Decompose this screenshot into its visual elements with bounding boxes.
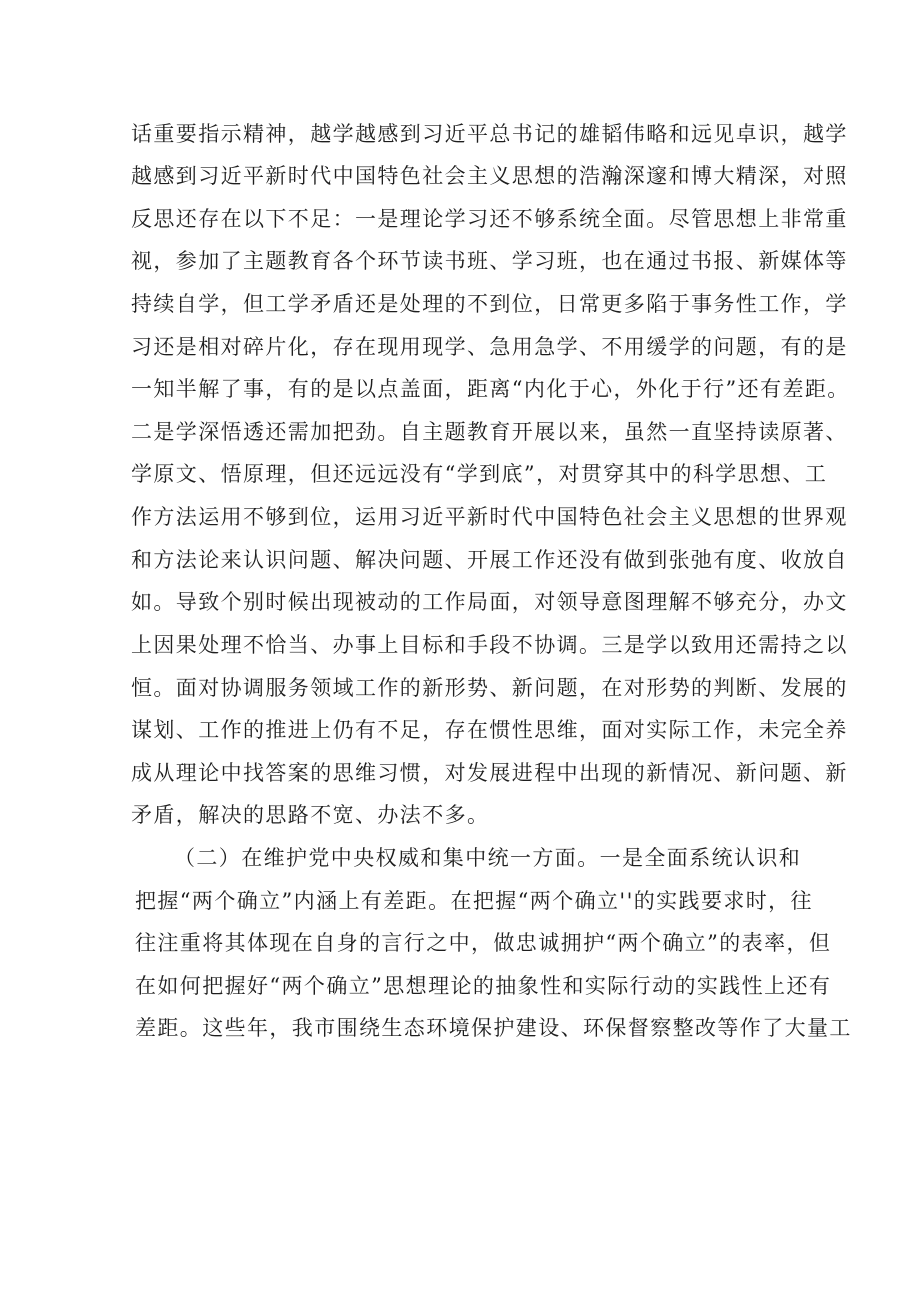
paragraph-1-line: 越感到习近平新时代中国特色社会主义思想的浩瀚深邃和博大精深，对照 [131,164,848,188]
paragraph-1-line: 上因果处理不恰当、办事上目标和手段不协调。三是学以致用还需持之以 [131,633,848,657]
paragraph-1-line: 和方法论来认识问题、解决问题、开展工作还没有做到张弛有度、收放自 [131,548,848,572]
paragraph-1-line: 一知半解了事，有的是以点盖面，距离“内化于心，外化于行”还有差距。 [131,377,850,401]
paragraph-1-line: 视，参加了主题教育各个环节读书班、学习班，也在通过书报、新媒体等 [131,249,848,273]
paragraph-1-line: 矛盾，解决的思路不宽、办法不多。 [131,803,490,827]
paragraph-1-line: 成从理论中找答案的思维习惯，对发展进程中出现的新情况、新问题、新 [131,761,848,785]
paragraph-1-line: 二是学深悟透还需加把劲。自主题教育开展以来，虽然一直坚持读原著、 [131,420,848,444]
paragraph-1-line: 反思还存在以下不足：一是理论学习还不够系统全面。尽管思想上非常重 [131,207,848,231]
paragraph-1-line: 学原文、悟原理，但还远远没有“学到底”，对贯穿其中的科学思想、工 [131,462,828,486]
paragraph-2-line: 把握“两个确立”内涵上有差距。在把握“两个确立''的实践要求时，往 [135,889,813,913]
paragraph-1-line: 如。导致个别时候出现被动的工作局面，对领导意图理解不够充分，办文 [131,590,848,614]
paragraph-2-line: 差距。这些年，我市围绕生态环境保护建设、环保督察整改等作了大量工 [135,1016,852,1040]
paragraph-1-line: 习还是相对碎片化，存在现用现学、急用急学、不用缓学的问题，有的是 [131,335,848,359]
paragraph-2-line: （二）在维护党中央权威和集中统一方面。一是全面系统认识和 [174,846,802,870]
paragraph-1-line: 恒。面对协调服务领域工作的新形势、新问题，在对形势的判断、发展的 [131,676,848,700]
paragraph-2-line: 在如何把握好“两个确立”思想理论的抽象性和实际行动的实践性上还有 [135,974,832,998]
paragraph-1-line: 作方法运用不够到位，运用习近平新时代中国特色社会主义思想的世界观 [131,505,848,529]
paragraph-2-line: 往注重将其体现在自身的言行之中，做忠诚拥护“两个确立”的表率，但 [135,931,832,955]
paragraph-1-line: 持续自学，但工学矛盾还是处理的不到位，日常更多陷于事务性工作，学 [131,292,848,316]
paragraph-1-line: 谋划、工作的推进上仍有不足，存在惯性思维，面对实际工作，未完全养 [131,718,848,742]
paragraph-1-line: 话重要指示精神，越学越感到习近平总书记的雄韬伟略和远见卓识，越学 [131,122,848,146]
